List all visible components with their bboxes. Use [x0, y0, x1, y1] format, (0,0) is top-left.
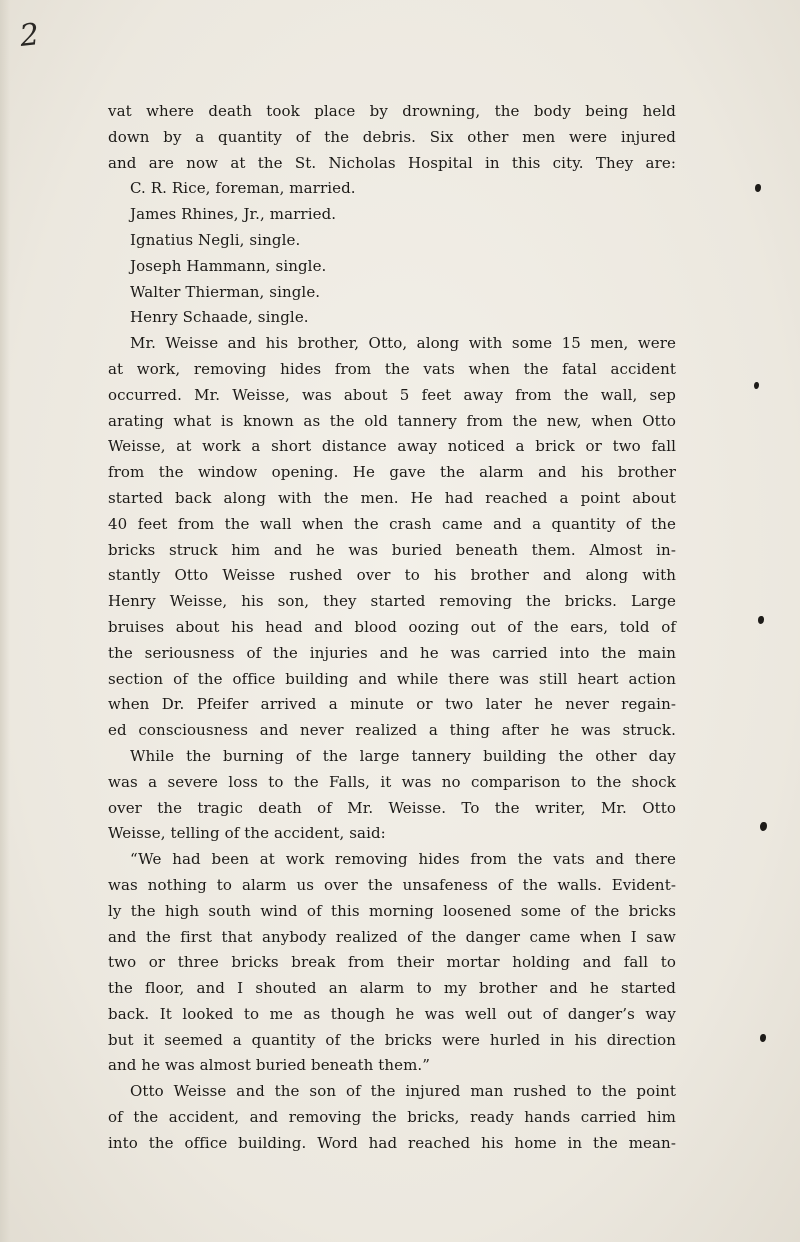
text-line: and he was almost buried beneath them.”: [108, 1056, 431, 1075]
text-line: occurred. Mr. Weisse, was about 5 feet away from the wall, sep: [108, 385, 676, 404]
page-number: 2: [18, 17, 41, 54]
text-line: Otto Weisse and the son of the injured man rushed to the point: [130, 1082, 676, 1101]
text-line: vat where death took place by drowning, the body being held: [108, 102, 676, 120]
text-line: 40 feet from the wall when the crash came and a quantity of the: [108, 514, 676, 533]
text-line: Henry Schaade, single.: [130, 308, 309, 327]
margin-speck: [754, 382, 759, 389]
text-line: started back along with the men. He had reached a point about: [108, 488, 676, 507]
article-body: [108, 99, 676, 1157]
text-line: was nothing to alarm us over the unsafeness of the walls. Evident-: [108, 875, 676, 894]
text-line: two or three bricks break from their mortar holding and fall to: [108, 953, 676, 972]
text-line: and are now at the St. Nicholas Hospital in this city. They are:: [108, 153, 676, 172]
text-line: and the first that anybody realized of the danger came when I saw: [108, 927, 676, 946]
text-line: James Rhines, Jr., married.: [130, 205, 337, 224]
text-line: bruises about his head and blood oozing out of the ears, told of: [108, 617, 676, 636]
margin-speck: [760, 1034, 766, 1042]
text-line: at work, removing hides from the vats when the fatal accident: [108, 359, 676, 378]
text-line: Weisse, telling of the accident, said:: [108, 824, 386, 843]
text-line: Ignatius Negli, single.: [130, 230, 301, 249]
text-line: but it seemed a quantity of the bricks were hurled in his direction: [108, 1030, 676, 1049]
text-line: was a severe loss to the Falls, it was no comparison to the shock: [108, 772, 676, 791]
text-line: down by a quantity of the debris. Six other men were injured: [108, 127, 676, 146]
text-line: over the tragic death of Mr. Weisse. To the writer, Mr. Otto: [108, 798, 676, 817]
text-line: back. It looked to me as though he was well out of danger’s way: [108, 1004, 676, 1023]
text-line: C. R. Rice, foreman, married.: [130, 179, 356, 198]
text-line: Weisse, at work a short distance away noticed a brick or two fall: [108, 437, 676, 456]
text-line: bricks struck him and he was buried beneath them. Almost in-: [108, 540, 676, 559]
text-line: ed consciousness and never realized a thing after he was struck.: [108, 721, 676, 740]
text-line: Mr. Weisse and his brother, Otto, along with some 15 men, were: [130, 334, 676, 353]
text-line: from the window opening. He gave the alarm and his brother: [108, 463, 676, 482]
text-line: arating what is known as the old tannery from the new, when Otto: [108, 411, 676, 430]
text-line: Walter Thierman, single.: [130, 282, 321, 301]
text-line: the floor, and I shouted an alarm to my brother and he started: [108, 979, 676, 998]
text-line: section of the office building and while there was still heart action: [108, 669, 676, 688]
text-line: Henry Weisse, his son, they started removing the bricks. Large: [108, 592, 676, 611]
text-line: the seriousness of the injuries and he was carried into the main: [108, 643, 676, 662]
margin-speck: [758, 616, 764, 624]
text-line: when Dr. Pfeifer arrived a minute or two later he never regain-: [108, 695, 676, 714]
text-line: of the accident, and removing the bricks, ready hands carried him: [108, 1108, 676, 1127]
text-line: While the burning of the large tannery building the other day: [130, 746, 676, 765]
text-line: into the office building. Word had reached his home in the mean-: [108, 1133, 676, 1152]
text-line: “We had been at work removing hides from the vats and there: [130, 850, 676, 869]
margin-speck: [755, 184, 761, 192]
text-line: ly the high south wind of this morning loosened some of the bricks: [108, 901, 676, 920]
text-line: Joseph Hammann, single.: [130, 256, 327, 275]
margin-speck: [760, 822, 767, 831]
page-edge-shadow: [0, 0, 10, 1242]
text-line: stantly Otto Weisse rushed over to his brother and along with: [108, 566, 676, 585]
